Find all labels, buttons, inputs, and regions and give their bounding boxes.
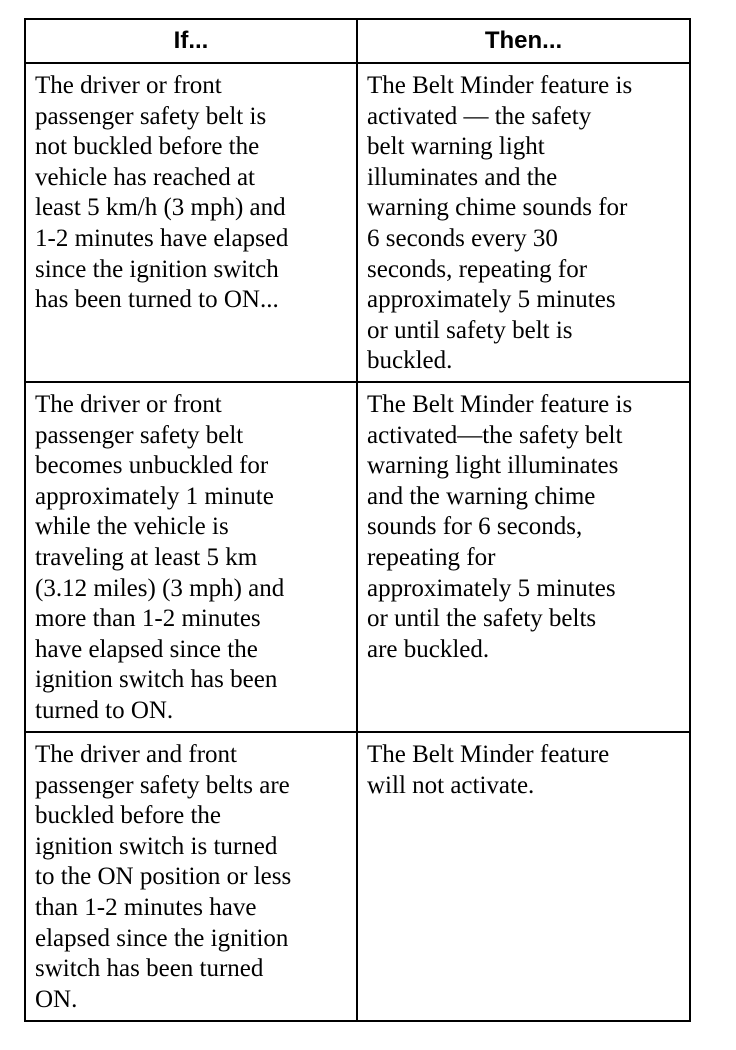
cell-line: passenger safety belt is [35,102,267,130]
cell-line: approximately 5 minutes [367,286,616,314]
cell-line: has been turned to ON... [35,286,279,314]
cell-line: have elapsed since the [35,635,258,663]
cell-line: approximately 1 minute [35,482,274,510]
cell-line: (3.12 miles) (3 mph) and [35,574,285,602]
cell-line: or until safety belt is [367,316,573,344]
header-then: Then... [357,19,690,63]
cell-line: traveling at least 5 km [35,543,258,571]
table-row [25,63,690,382]
cell-line: warning chime sounds for [367,194,628,222]
cell-line: switch has been turned [35,955,264,983]
cell-line: The driver or front [35,391,222,418]
then-cell [357,63,690,382]
cell-line: seconds, repeating for [367,255,588,283]
table-row [25,732,690,1021]
cell-line: The driver and front [35,741,238,768]
cell-line: to the ON position or less [35,863,292,891]
cell-line: buckled. [367,347,453,375]
cell-line: ignition switch has been [35,666,278,694]
cell-line: or until the safety belts [367,605,597,633]
cell-line: will not activate. [367,771,535,799]
cell-line: passenger safety belt [35,421,244,449]
cell-line: passenger safety belts are [35,771,290,799]
if-cell [25,732,357,1021]
cell-line: than 1-2 minutes have [35,893,257,921]
cell-line: ON. [35,985,78,1013]
cell-line: activated—the safety belt [367,421,623,449]
cell-line: warning light illuminates [367,452,619,480]
cell-line: least 5 km/h (3 mph) and [35,194,286,222]
cell-line: approximately 5 minutes [367,574,616,602]
cell-line: buckled before the [35,802,222,830]
then-cell [357,732,690,1021]
cell-line: vehicle has reached at [35,163,256,191]
cell-line: The Belt Minder feature is [367,72,633,99]
table-row [25,382,690,732]
cell-line: repeating for [367,543,496,571]
cell-line: illuminates and the [367,163,558,191]
cell-line: The driver or front [35,72,222,99]
cell-line: while the vehicle is [35,513,229,541]
if-cell [25,63,357,382]
if-cell [25,382,357,732]
cell-line: The Belt Minder feature [367,741,610,768]
cell-line: sounds for 6 seconds, [367,513,583,541]
cell-line: more than 1-2 minutes [35,605,261,633]
cell-line: elapsed since the ignition [35,924,289,952]
cell-line: becomes unbuckled for [35,452,269,480]
cell-line: not buckled before the [35,133,260,161]
then-cell [357,382,690,732]
cell-line: The Belt Minder feature is [367,391,633,418]
belt-minder-table [24,18,691,1022]
cell-line: belt warning light [367,133,545,161]
cell-line: ignition switch is turned [35,832,278,860]
cell-line: are buckled. [367,635,490,663]
cell-line: and the warning chime [367,482,596,510]
cell-line: activated — the safety [367,102,592,130]
cell-line: since the ignition switch [35,255,279,283]
cell-line: 6 seconds every 30 [367,224,558,252]
cell-line: 1-2 minutes have elapsed [35,224,289,252]
table-header-row [25,19,690,63]
header-if: If... [25,19,357,63]
cell-line: turned to ON. [35,696,174,724]
